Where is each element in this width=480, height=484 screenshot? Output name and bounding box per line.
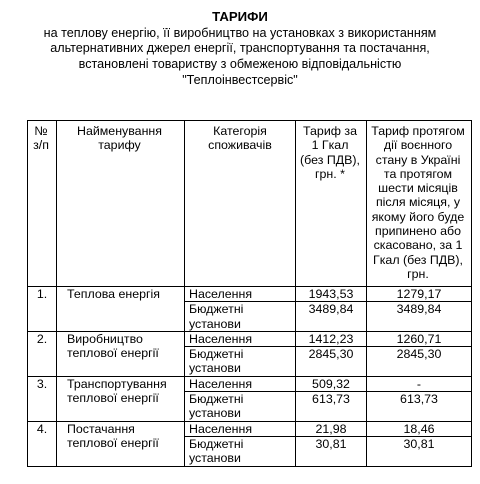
subtitle-line: альтернативних джерел енергії, транспортування та постачання, [50,41,430,56]
subtitle-line: на теплову енергію, її виробництво на установках з використанням [43,25,437,40]
wartime-tariff-value-cell: 30,81 [367,436,472,466]
consumer-category-cell: Бюджетні установи [185,302,296,332]
subtitle-line: встановлені товариству з обмеженою відповідальністю [78,56,402,71]
wartime-tariff-value-cell: 3489,84 [367,302,472,332]
column-header-consumer-category: Категорія споживачів [185,121,296,287]
wartime-tariff-value-cell: 18,46 [367,421,472,436]
company-name: "Теплоінвестсервіс" [182,72,298,87]
table-header-row [28,121,472,287]
tariff-value-cell: 509,32 [296,376,367,391]
column-header-wartime-tariff: Тариф протягом дії воєнного стану в Україні та протягом шести місяців після місяця, у якому його буде припинено або скасовано, за 1 Гкал (без ПДВ), грн. [367,121,472,287]
tariff-value-cell: 613,73 [296,392,367,422]
tariff-value-cell: 1412,23 [296,331,367,346]
tariff-table [27,120,472,467]
tariff-name-cell: Виробництво теплової енергії [57,331,185,376]
tariff-value-cell: 2845,30 [296,347,367,377]
row-number: 1. [28,287,57,332]
consumer-category-cell: Бюджетні установи [185,347,296,377]
table-row [28,421,472,436]
row-number: 2. [28,331,57,376]
consumer-category-cell: Населення [185,331,296,346]
document-header [0,9,480,88]
column-header-tariff: Тариф за 1 Гкал (без ПДВ), грн. * [296,121,367,287]
wartime-tariff-value-cell: 1260,71 [367,331,472,346]
tariff-value-cell: 30,81 [296,436,367,466]
consumer-category-cell: Населення [185,287,296,302]
table-row [28,287,472,302]
tariff-value-cell: 21,98 [296,421,367,436]
row-number: 4. [28,421,57,466]
wartime-tariff-value-cell: 2845,30 [367,347,472,377]
tariff-name-cell: Постачання теплової енергії [57,421,185,466]
consumer-category-cell: Бюджетні установи [185,392,296,422]
consumer-category-cell: Населення [185,421,296,436]
wartime-tariff-value-cell: 1279,17 [367,287,472,302]
column-header-number: № з/п [28,121,57,287]
column-header-tariff-name: Найменування тарифу [57,121,185,287]
tariff-name-cell: Транспортування теплової енергії [57,376,185,421]
table-row [28,331,472,346]
document-title: ТАРИФИ [212,9,268,24]
table-row [28,376,472,391]
wartime-tariff-value-cell: - [367,376,472,391]
tariff-name-cell: Теплова енергія [57,287,185,332]
tariff-value-cell: 3489,84 [296,302,367,332]
row-number: 3. [28,376,57,421]
tariff-value-cell: 1943,53 [296,287,367,302]
consumer-category-cell: Населення [185,376,296,391]
wartime-tariff-value-cell: 613,73 [367,392,472,422]
consumer-category-cell: Бюджетні установи [185,436,296,466]
